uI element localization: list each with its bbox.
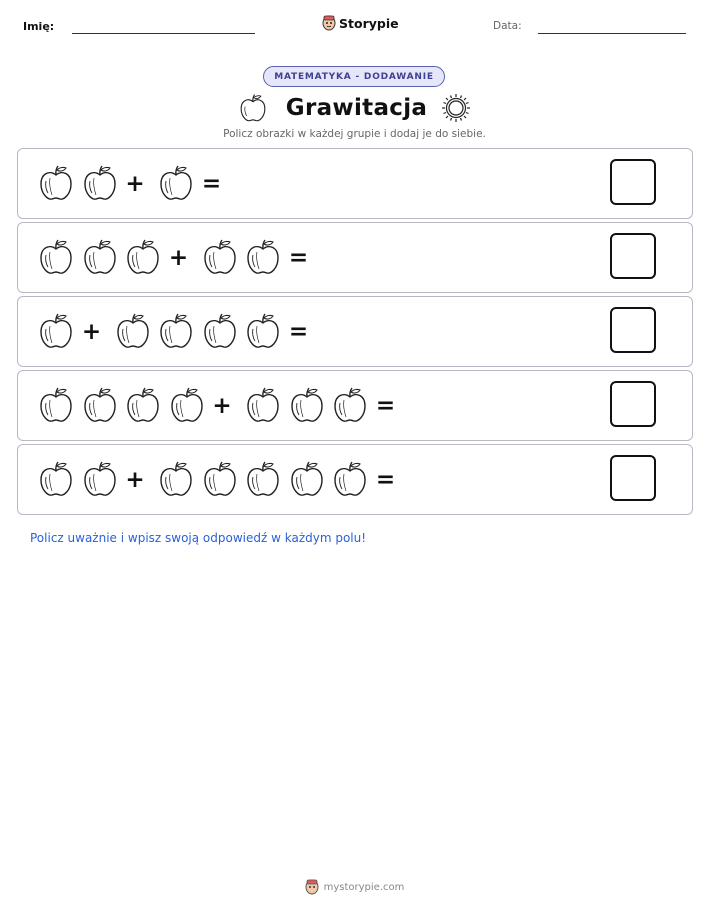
equals-sign: = <box>288 319 309 345</box>
problem-row <box>17 148 693 219</box>
page-title: Grawitacja <box>285 95 428 121</box>
subject-badge-text: MATEMATYKA - DODAWANIE <box>274 71 434 82</box>
apple-icon <box>169 386 205 424</box>
title-row <box>0 90 709 126</box>
footer-note: Policz uważnie i wpisz swoją odpowiedź w każdym polu! <box>30 531 367 545</box>
problem-row <box>17 222 693 293</box>
apple-icon <box>289 460 325 498</box>
apple-icon <box>289 386 325 424</box>
date-label: Data: <box>493 20 522 32</box>
apple-icon <box>158 460 194 498</box>
apple-icon <box>245 312 281 350</box>
storypie-mascot-icon <box>305 879 319 895</box>
answer-box[interactable] <box>610 307 656 353</box>
apple-icon <box>125 386 161 424</box>
plus-sign: + <box>168 245 189 271</box>
footer-site: mystorypie.com <box>323 881 405 893</box>
apple-icon <box>332 460 368 498</box>
problem-row <box>17 444 693 515</box>
answer-box[interactable] <box>610 233 656 279</box>
apple-icon <box>82 386 118 424</box>
apple-icon <box>38 164 74 202</box>
apple-icon <box>125 238 161 276</box>
answer-box[interactable] <box>610 159 656 205</box>
apple-icon <box>38 312 74 350</box>
problem-row <box>17 296 693 367</box>
instruction-text: Policz obrazki w każdej grupie i dodaj je do siebie. <box>223 128 486 140</box>
apple-icon <box>158 164 194 202</box>
equals-sign: = <box>201 171 222 197</box>
plus-sign: + <box>125 171 145 197</box>
brand-name: Storypie <box>339 15 399 31</box>
apple-icon <box>38 460 74 498</box>
apple-icon <box>38 386 74 424</box>
apple-icon <box>202 238 238 276</box>
footer <box>0 879 709 895</box>
plus-sign: + <box>212 393 232 419</box>
apple-icon <box>115 312 151 350</box>
answer-box[interactable] <box>610 455 656 501</box>
sun-icon <box>441 93 471 123</box>
name-field-line[interactable] <box>72 33 255 34</box>
equals-sign: = <box>288 245 309 271</box>
apple-icon <box>82 460 118 498</box>
apple-icon <box>245 238 281 276</box>
apple-icon <box>202 460 238 498</box>
equals-sign: = <box>375 467 396 493</box>
apple-icon <box>238 93 268 123</box>
date-field-line[interactable] <box>538 33 686 34</box>
subject-badge <box>263 66 445 87</box>
apple-icon <box>38 238 74 276</box>
name-label: Imię: <box>23 20 55 33</box>
equals-sign: = <box>375 393 396 419</box>
plus-sign: + <box>81 319 102 345</box>
storypie-mascot-icon <box>322 15 336 31</box>
brand-logo <box>322 13 399 33</box>
apple-icon <box>158 312 194 350</box>
answer-box[interactable] <box>610 381 656 427</box>
apple-icon <box>82 238 118 276</box>
apple-icon <box>245 460 281 498</box>
plus-sign: + <box>125 467 145 493</box>
apple-icon <box>245 386 281 424</box>
apple-icon <box>202 312 238 350</box>
problem-row <box>17 370 693 441</box>
apple-icon <box>82 164 118 202</box>
apple-icon <box>332 386 368 424</box>
